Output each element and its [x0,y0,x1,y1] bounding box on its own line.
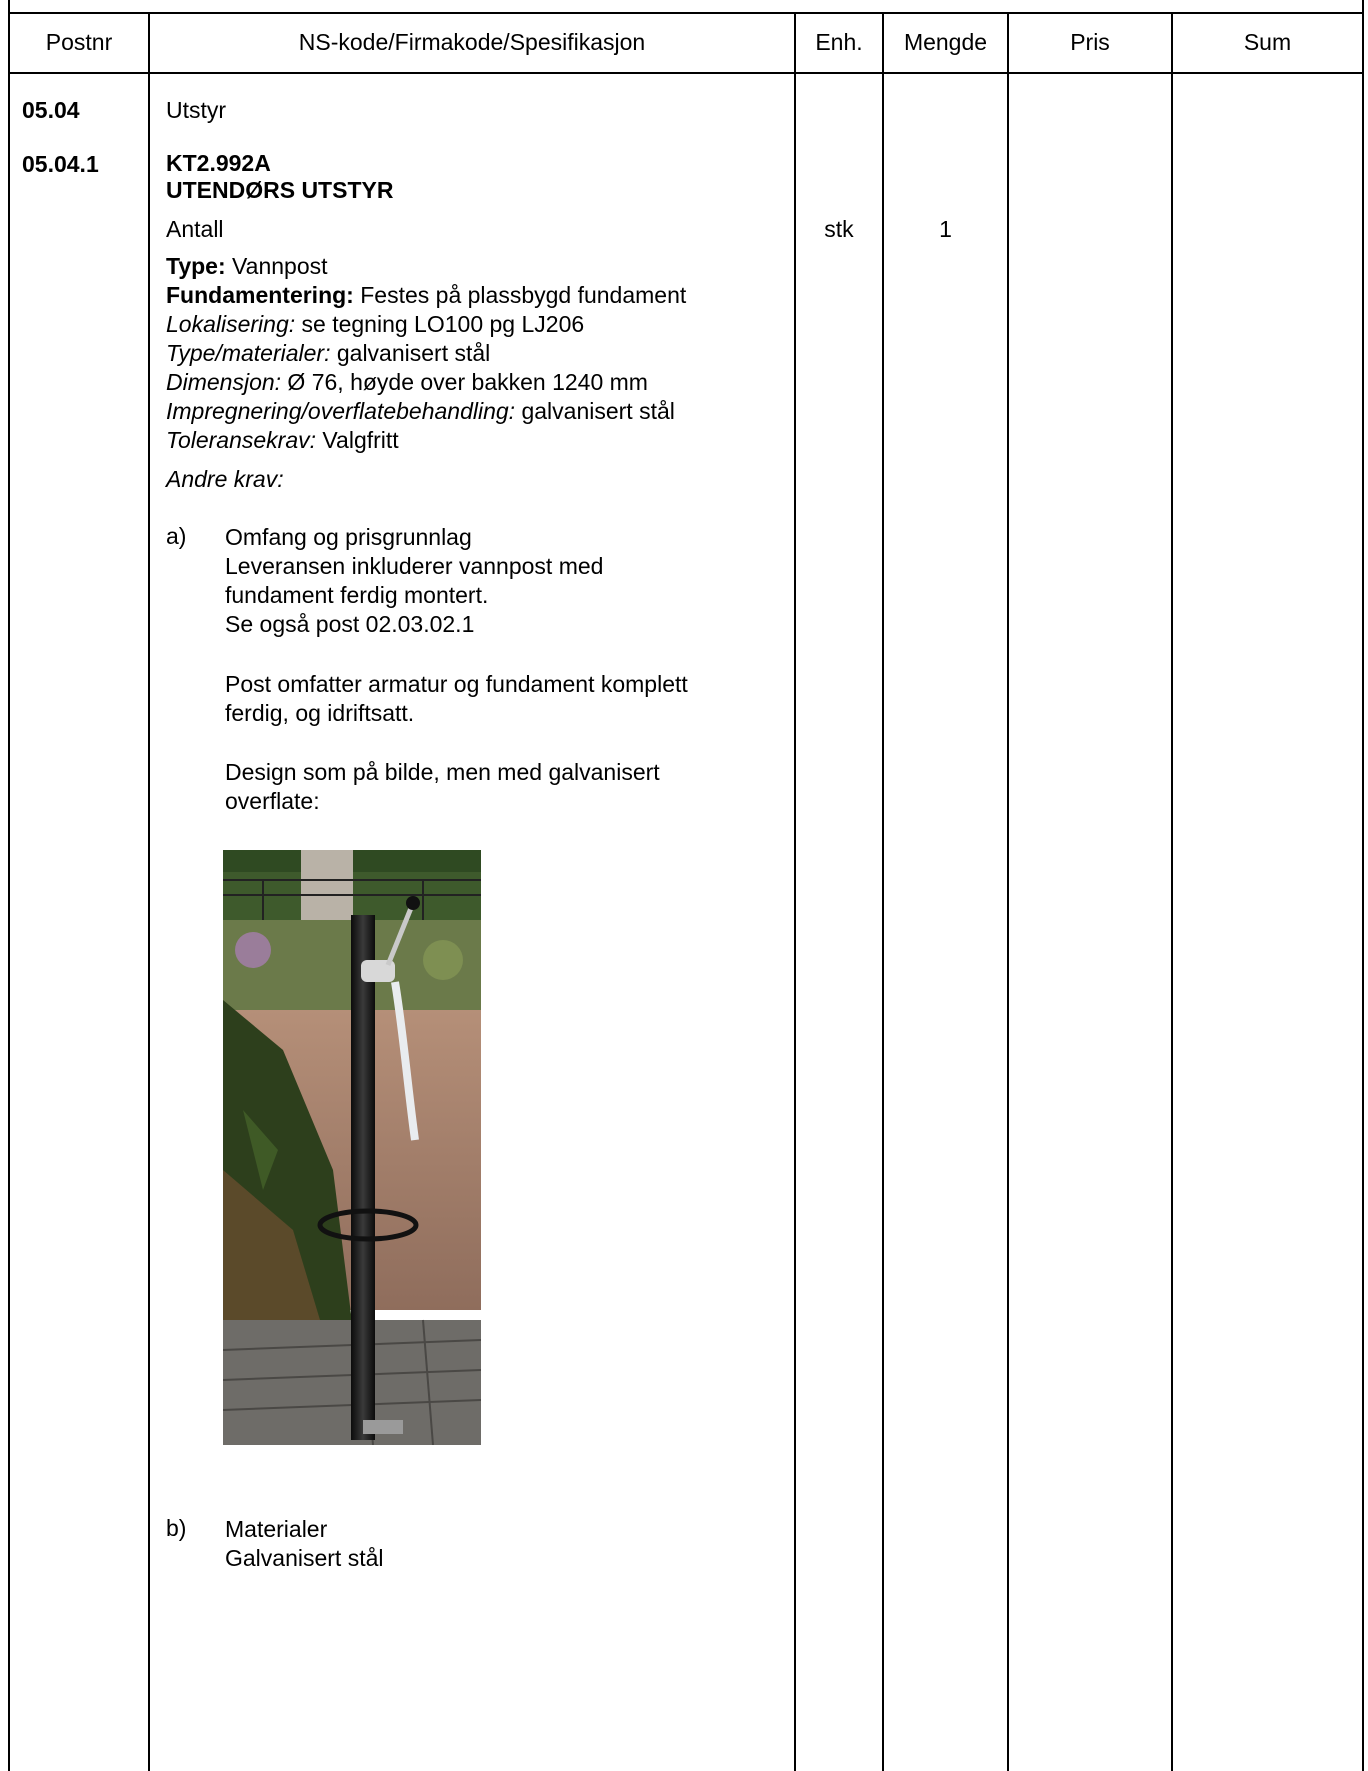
paragraph-line: Post omfatter armatur og fundament komplett [225,671,688,697]
item-postnr: 05.04.1 [22,151,99,177]
list-item-b [225,1515,384,1573]
spec-foundation-value: Festes på plassbygd fundament [353,282,687,308]
section-title: Utstyr [166,97,227,123]
col-divider [1171,12,1173,1771]
col-divider [794,12,796,1771]
item-name: UTENDØRS UTSTYR [166,177,394,203]
spec-type-value: Vannpost [225,253,328,279]
list-item-a-line: Leveransen inkluderer vannpost med [225,553,604,579]
spec-tolerance-label: Toleransekrav: [166,427,317,453]
list-item-b-line: Galvanisert stål [225,1545,384,1571]
spec-material-label: Type/materialer: [166,340,331,366]
quantity-label: Antall [166,216,224,242]
col-divider [148,12,150,1771]
spec-foundation [166,281,686,310]
list-item-a-paragraph-3 [225,758,660,816]
list-marker-a: a) [166,523,187,549]
section-postnr: 05.04 [22,97,80,123]
header-unit: Enh. [815,28,863,55]
spec-treatment-value: galvanisert stål [515,398,675,424]
spec-foundation-label: Fundamentering: [166,282,354,308]
item-heading [166,150,393,204]
spec-location-label: Lokalisering: [166,311,296,337]
water-post-photo [223,850,481,1445]
item-unit: stk [824,216,854,242]
item-specification [166,252,686,455]
spec-dimension [166,368,686,397]
header-price: Pris [1070,28,1110,55]
paragraph-line: Design som på bilde, men med galvanisert [225,759,660,785]
item-quantity: 1 [939,216,952,242]
list-item-a-paragraph-2 [225,670,688,728]
spec-type [166,252,686,281]
list-marker-b: b) [166,1515,187,1541]
list-item-a [225,523,603,639]
spec-dimension-value: Ø 76, høyde over bakken 1240 mm [281,369,648,395]
spec-location-value: se tegning LO100 pg LJ206 [295,311,585,337]
spec-location [166,310,686,339]
spec-treatment-label: Impregnering/overflatebehandling: [166,398,516,424]
spec-other-requirements: Andre krav: [166,466,284,492]
spec-dimension-label: Dimensjon: [166,369,282,395]
list-item-a-line: Se også post 02.03.02.1 [225,611,475,637]
paragraph-line: ferdig, og idriftsatt. [225,700,415,726]
item-code: KT2.992A [166,150,271,176]
list-item-b-line: Materialer [225,1516,328,1542]
spec-tolerance [166,426,686,455]
list-item-a-line: Omfang og prisgrunnlag [225,524,472,550]
header-bottom-border [8,72,1364,74]
spec-treatment [166,397,686,426]
spec-material-value: galvanisert stål [330,340,491,366]
header-quantity: Mengde [903,28,988,55]
list-item-a-line: fundament ferdig montert. [225,582,489,608]
header-sum: Sum [1243,28,1292,55]
col-divider [1007,12,1009,1771]
paragraph-line: overflate: [225,788,320,814]
spec-material [166,339,686,368]
spec-tolerance-value: Valgfritt [316,427,399,453]
col-divider [882,12,884,1771]
header-postnr: Postnr [45,28,113,55]
spec-type-label: Type: [166,253,226,279]
header-spec: NS-kode/Firmakode/Spesifikasjon [298,28,646,55]
